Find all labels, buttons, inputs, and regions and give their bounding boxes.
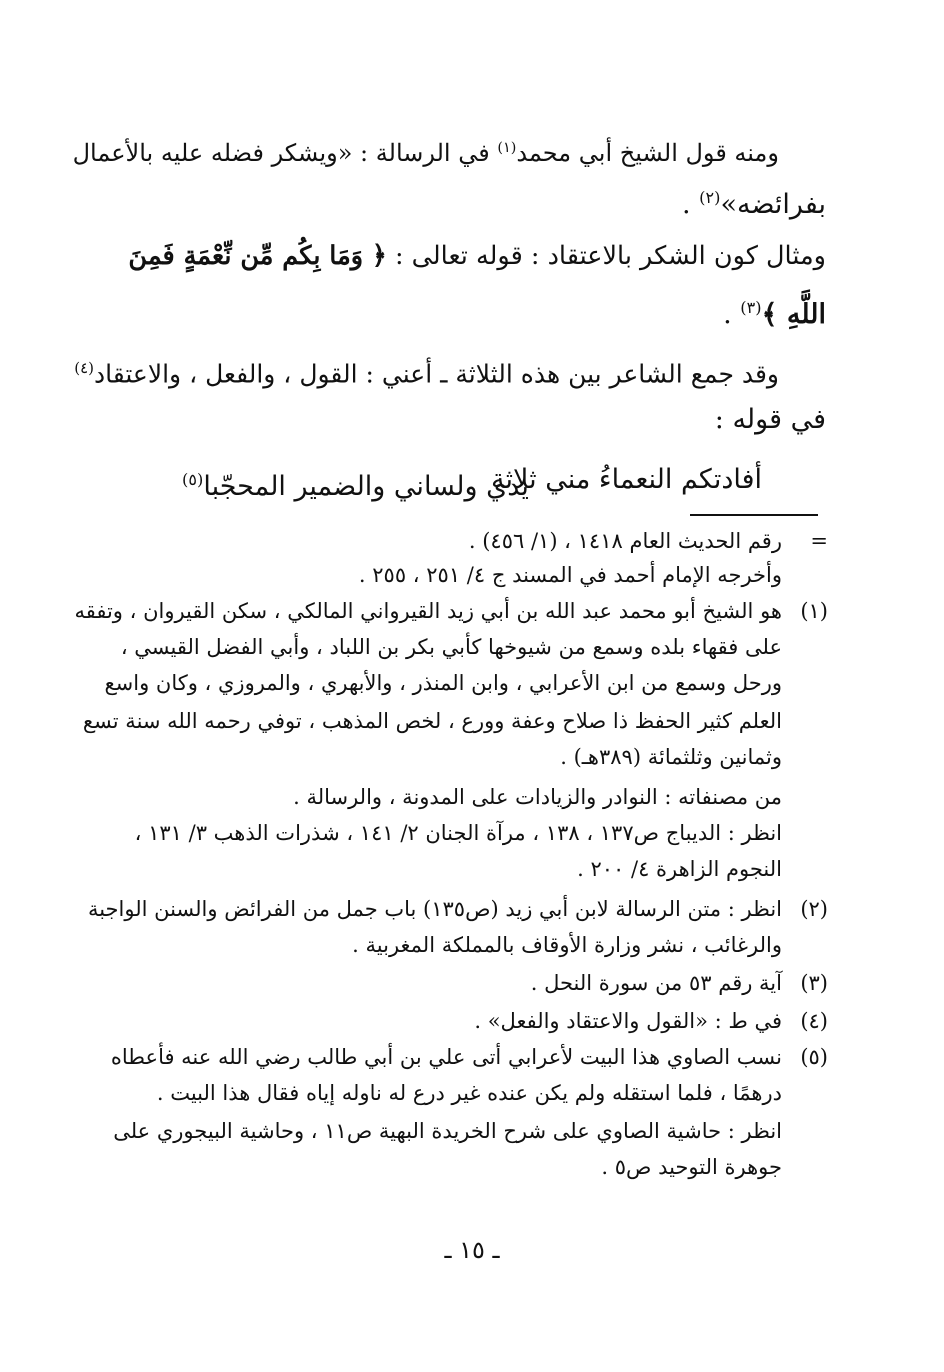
footnote-line: من مصنفاته : النوادر والزيادات على المدونة ، والرسالة . — [293, 785, 782, 809]
footnote-number: (١) — [800, 599, 828, 623]
footnote-line: العلم كثير الحفظ ذا صلاح وعفة وورع ، لخص المذهب ، توفي رحمه الله سنة تسع — [82, 709, 782, 733]
page-number: ـ ١٥ ـ — [444, 1236, 500, 1264]
footnote-number: (٣) — [800, 971, 828, 995]
footnote-number: (٢) — [800, 897, 828, 921]
footnote-ref: (٤) — [74, 359, 94, 377]
poem-hemistich-left: يدي ولساني والضمير المحجّبا$^{(٥)}$ — [182, 470, 529, 502]
footnote-line: والرغائب ، نشر وزارة الأوقاف بالمملكة المغربية . — [352, 933, 782, 957]
footnote-ref: (٥) — [182, 470, 204, 489]
footnote-number: (٤) — [800, 1009, 828, 1033]
footnote-separator — [690, 514, 818, 516]
footnote-line: انظر : الديباج ص١٣٧ ، ١٣٨ ، مرآة الجنان ٢/ ١٤١ ، شذرات الذهب ٣/ ١٣١ ، — [134, 821, 782, 845]
main-line — [723, 290, 826, 333]
footnote-number: (٥) — [800, 1045, 828, 1069]
main-line — [74, 350, 779, 392]
footnote-line: رقم الحديث العام ١٤١٨ ، (١/ ٤٥٦) . — [468, 529, 782, 553]
main-text: بفرائضه» — [720, 189, 826, 220]
footnote-line: وأخرجه الإمام أحمد في المسند ج ٤/ ٢٥١ ، ٢٥٥ . — [358, 563, 782, 587]
poem-hemistich-right: أفادتكم النعماءُ مني ثلاثة — [491, 464, 762, 495]
main-text: ومنه قول الشيخ أبي محمد — [516, 139, 779, 167]
main-text: في قوله : — [714, 404, 826, 435]
footnote-line: انظر : حاشية الصاوي على شرح الخريدة البهية ص١١ ، وحاشية البيجوري على — [113, 1119, 782, 1143]
main-text: وقد جمع الشاعر بين هذه الثلاثة ـ أعني : القول ، والفعل ، والاعتقاد — [93, 359, 779, 389]
footnote-line: آية رقم ٥٣ من سورة النحل . — [530, 971, 782, 995]
footnote-ref: (٣) — [740, 298, 762, 317]
footnote-continuation-marker: = — [810, 529, 828, 553]
footnote-line: انظر : متن الرسالة لابن أبي زيد (ص١٣٥) باب جمل من الفرائض والسنن الواجبة — [87, 897, 782, 921]
main-text: في الرسالة : «ويشكر فضله عليه بالأعمال — [72, 139, 498, 167]
footnote-line: درهمًا ، فلما استقله ولم يكن عنده غير درع له ناوله إياه فقال هذا البيت . — [156, 1081, 782, 1105]
quran-verse: اللَّهِ ﴾ — [761, 299, 826, 330]
main-text: . — [681, 189, 700, 220]
footnote-ref: (١) — [497, 140, 517, 156]
footnote-line: ورحل وسمع من ابن الأعرابي ، وابن المنذر ، والأبهري ، والمروزي ، وكان واسع — [104, 671, 782, 695]
footnote-line: على فقهاء بلده وسمع من شيوخها كأبي بكر بن اللباد ، وأبي الفضل القيسي ، — [120, 635, 782, 659]
main-line — [73, 130, 779, 171]
main-line — [128, 238, 826, 274]
main-line — [715, 402, 826, 438]
main-line — [682, 180, 826, 223]
quran-verse: ﴿ وَمَا بِكُم مِّن نِّعْمَةٍ فَمِنَ — [128, 241, 387, 271]
footnote-ref: (٢) — [699, 188, 721, 207]
main-text: ومثال كون الشكر بالاعتقاد : قوله تعالى : — [386, 241, 826, 271]
footnote-line: وثمانين وثلثمائة (٣٨٩هـ) . — [560, 745, 782, 769]
footnote-line: في ط : «القول والاعتقاد والفعل» . — [474, 1009, 782, 1033]
footnote-line: هو الشيخ أبو محمد عبد الله بن أبي زيد القيرواني المالكي ، سكن القيروان ، وتفقه — [74, 599, 782, 623]
footnote-line: جوهرة التوحيد ص٥ . — [601, 1155, 782, 1179]
footnote-line: نسب الصاوي هذا البيت لأعرابي أتى علي بن أبي طالب رضي الله عنه فأعطاه — [110, 1045, 782, 1069]
main-text: . — [723, 299, 741, 330]
footnote-line: النجوم الزاهرة ٤/ ٢٠٠ . — [577, 857, 782, 881]
